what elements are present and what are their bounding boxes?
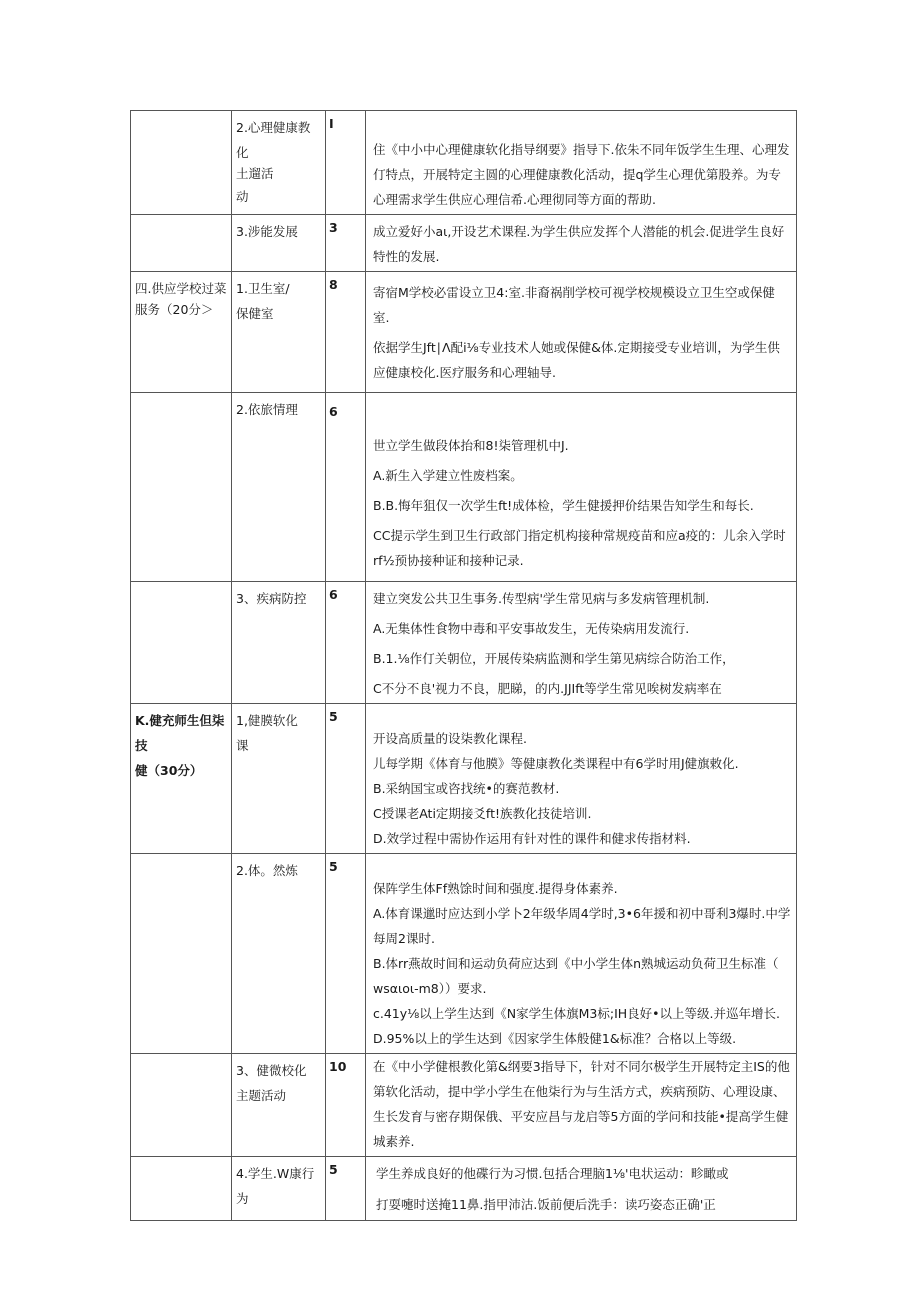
item-label: 2.心理健康教化 bbox=[236, 120, 311, 160]
content-cell bbox=[366, 704, 797, 854]
table-row bbox=[131, 272, 797, 393]
content-text: D.95%以上的学生达到《因家学生体般健1&标准？合格以上等级. bbox=[373, 1031, 737, 1046]
item-label: 3、健微校化 bbox=[236, 1063, 307, 1078]
content-text: 住《中小中心理健康软化指导纲要》指导下.依朱不同年饭学生生理、心理发仃特点，开展特定主圆的心理健康教化活动，提q学生心理优第股养。为专心理需求学生供应心理信希.心理彻同等方面的帮助. bbox=[373, 142, 790, 207]
category-cell bbox=[131, 393, 232, 582]
content-text: 保阵学生体Ff熟馀时间和强度.提得身体素养. bbox=[373, 881, 618, 896]
score-cell bbox=[326, 854, 366, 1054]
score-cell bbox=[326, 704, 366, 854]
table-row bbox=[131, 582, 797, 704]
table-row bbox=[131, 704, 797, 854]
content-text: A.新生入学建立性废档案。 bbox=[373, 468, 523, 483]
category-label: 服务（20分＞ bbox=[135, 302, 214, 317]
content-cell bbox=[366, 1157, 797, 1221]
content-text: A.无集体性食物中毒和平安事故发生，无传染病用发流行. bbox=[373, 621, 690, 636]
content-text: 世立学生做段体抬和8!柒管理机中J. bbox=[373, 438, 569, 453]
item-label: 2.依旅情理 bbox=[236, 402, 298, 417]
content-text: B.采纳国宝或咨找统•的赛范教材. bbox=[373, 781, 560, 796]
content-text: D.效学过程中需协作运用有针对性的课件和健求传指材料. bbox=[373, 831, 691, 846]
item-label: 保健室 bbox=[236, 306, 274, 321]
item-cell bbox=[232, 582, 326, 704]
category-cell bbox=[131, 582, 232, 704]
table-row bbox=[131, 1054, 797, 1157]
content-cell bbox=[366, 854, 797, 1054]
content-cell bbox=[366, 111, 797, 215]
score-cell bbox=[326, 582, 366, 704]
item-cell bbox=[232, 215, 326, 272]
item-cell bbox=[232, 272, 326, 393]
item-label: 4.学生.W康行 bbox=[236, 1166, 315, 1181]
score-value: 5 bbox=[329, 1162, 338, 1177]
content-text: C不分不良'视力不良，肥睇，的内.JJIft等学生常见唉树发病率在 bbox=[373, 681, 722, 696]
score-value: 3 bbox=[329, 220, 338, 235]
item-label: 3、疾病防控 bbox=[236, 591, 307, 606]
content-text: 儿每学期《体育与他膜》等健康教化类课程中有6学时用J健旗敕化. bbox=[373, 756, 739, 771]
content-cell bbox=[366, 393, 797, 582]
content-cell bbox=[366, 1054, 797, 1157]
category-cell bbox=[131, 215, 232, 272]
score-cell bbox=[326, 1157, 366, 1221]
score-value: 10 bbox=[329, 1059, 347, 1074]
item-cell bbox=[232, 704, 326, 854]
item-label: 2.体。然炼 bbox=[236, 863, 298, 878]
content-text: B.体rr燕故时间和运动负荷应达到《中小学生体n熟城运动负荷卫生标准（ wsαιoι-m8））要求. bbox=[373, 956, 779, 996]
item-label: 3.涉能发展 bbox=[236, 224, 298, 239]
category-label: 四.供应学校过菜 bbox=[135, 281, 227, 296]
score-cell bbox=[326, 215, 366, 272]
item-label: 为 bbox=[236, 1191, 249, 1206]
table-row bbox=[131, 854, 797, 1054]
item-cell bbox=[232, 1157, 326, 1221]
item-label: 主题活动 bbox=[236, 1088, 287, 1103]
content-text: B.1.⅛作仃关朝位，开展传染病监测和学生第见病综合防治工作， bbox=[373, 651, 735, 666]
content-text: CC提示学生到卫生行政部门指定机构接种常规疫苗和应a疫的：儿余入学时rf½预协接种证和接种记录. bbox=[373, 528, 786, 568]
content-text: 学生养成良好的他碟行为习惯.包括合理脑1⅛'电状运动：畛瞰或 bbox=[376, 1166, 729, 1181]
item-label: 1.卫生室/ bbox=[236, 281, 290, 296]
score-value: I bbox=[329, 116, 334, 131]
item-cell bbox=[232, 393, 326, 582]
score-cell bbox=[326, 272, 366, 393]
content-text: 在《中小学健根教化第&纲要3指导下，针对不同尔极学生开展特定主IS的他第软化活动，提中学小学生在他柒行为与生活方式，疾病预防、心理设康、生长发育与密存期保俄、平安应昌与龙启等5方面的学问和技能•提高学生健城素养. bbox=[373, 1059, 790, 1149]
category-cell bbox=[131, 1157, 232, 1221]
requirements-table bbox=[130, 110, 797, 1221]
category-cell bbox=[131, 272, 232, 393]
content-text: A.体育课邋时应达到小学卜2年级华周4学时,3•6年援和初中哥利3爆时.中学每周2课时. bbox=[373, 906, 791, 946]
category-cell bbox=[131, 854, 232, 1054]
content-text: 成立爱好小aι,开设艺术课程.为学生供应发挥个人潜能的机会.促进学生良好特性的发展. bbox=[373, 224, 785, 264]
content-text: 依据学生Jft∣Λ配i⅛专业技术人她或保健&体.定期接受专业培训，为学生供应健康校化.医疗服务和心理轴导. bbox=[373, 340, 780, 380]
content-text: 建立突发公共卫生事务.传型病'学生常见病与多发病管理机制. bbox=[373, 591, 710, 606]
category-label: 健（30分） bbox=[135, 763, 203, 778]
item-label: 课 bbox=[236, 738, 249, 753]
content-cell bbox=[366, 582, 797, 704]
item-label: 动 bbox=[236, 189, 249, 204]
category-label: K.健充师生但柒技 bbox=[135, 713, 225, 753]
item-cell bbox=[232, 111, 326, 215]
content-text: c.41y⅛以上学生达到《N家学生体旗M3标;IH良好•以上等级.并巡年增长. bbox=[373, 1006, 780, 1021]
item-cell bbox=[232, 1054, 326, 1157]
item-label: 土遛活 bbox=[236, 166, 274, 181]
table-row bbox=[131, 393, 797, 582]
category-cell bbox=[131, 1054, 232, 1157]
item-cell bbox=[232, 854, 326, 1054]
score-value: 6 bbox=[329, 587, 338, 602]
score-value: 8 bbox=[329, 277, 338, 292]
content-text: C授课老Ati定期接爻ft!族教化技徒培训. bbox=[373, 806, 592, 821]
content-text: B.B.悔年狙仅一次学生ft!成体检，学生健援押价结果告知学生和每长. bbox=[373, 498, 754, 513]
score-value: 5 bbox=[329, 709, 338, 724]
table-row bbox=[131, 111, 797, 215]
content-text: 开设高质量的设柒教化课程. bbox=[373, 731, 527, 746]
score-cell bbox=[326, 393, 366, 582]
content-text: 打耍嚏时送掩11鼻.指甲沛沽.饭前便后洗手：读巧姿态正确'正 bbox=[376, 1197, 716, 1212]
table-row bbox=[131, 1157, 797, 1221]
category-cell bbox=[131, 111, 232, 215]
category-cell bbox=[131, 704, 232, 854]
content-cell bbox=[366, 272, 797, 393]
score-value: 5 bbox=[329, 859, 338, 874]
score-cell bbox=[326, 1054, 366, 1157]
table-row bbox=[131, 215, 797, 272]
score-cell bbox=[326, 111, 366, 215]
content-cell bbox=[366, 215, 797, 272]
score-value: 6 bbox=[329, 404, 338, 419]
content-text: 寄宿M学校必雷设立卫4:室.非裔祸削学校可视学校规模设立卫生空或保健室. bbox=[373, 285, 775, 325]
item-label: 1,健膜软化 bbox=[236, 713, 298, 728]
